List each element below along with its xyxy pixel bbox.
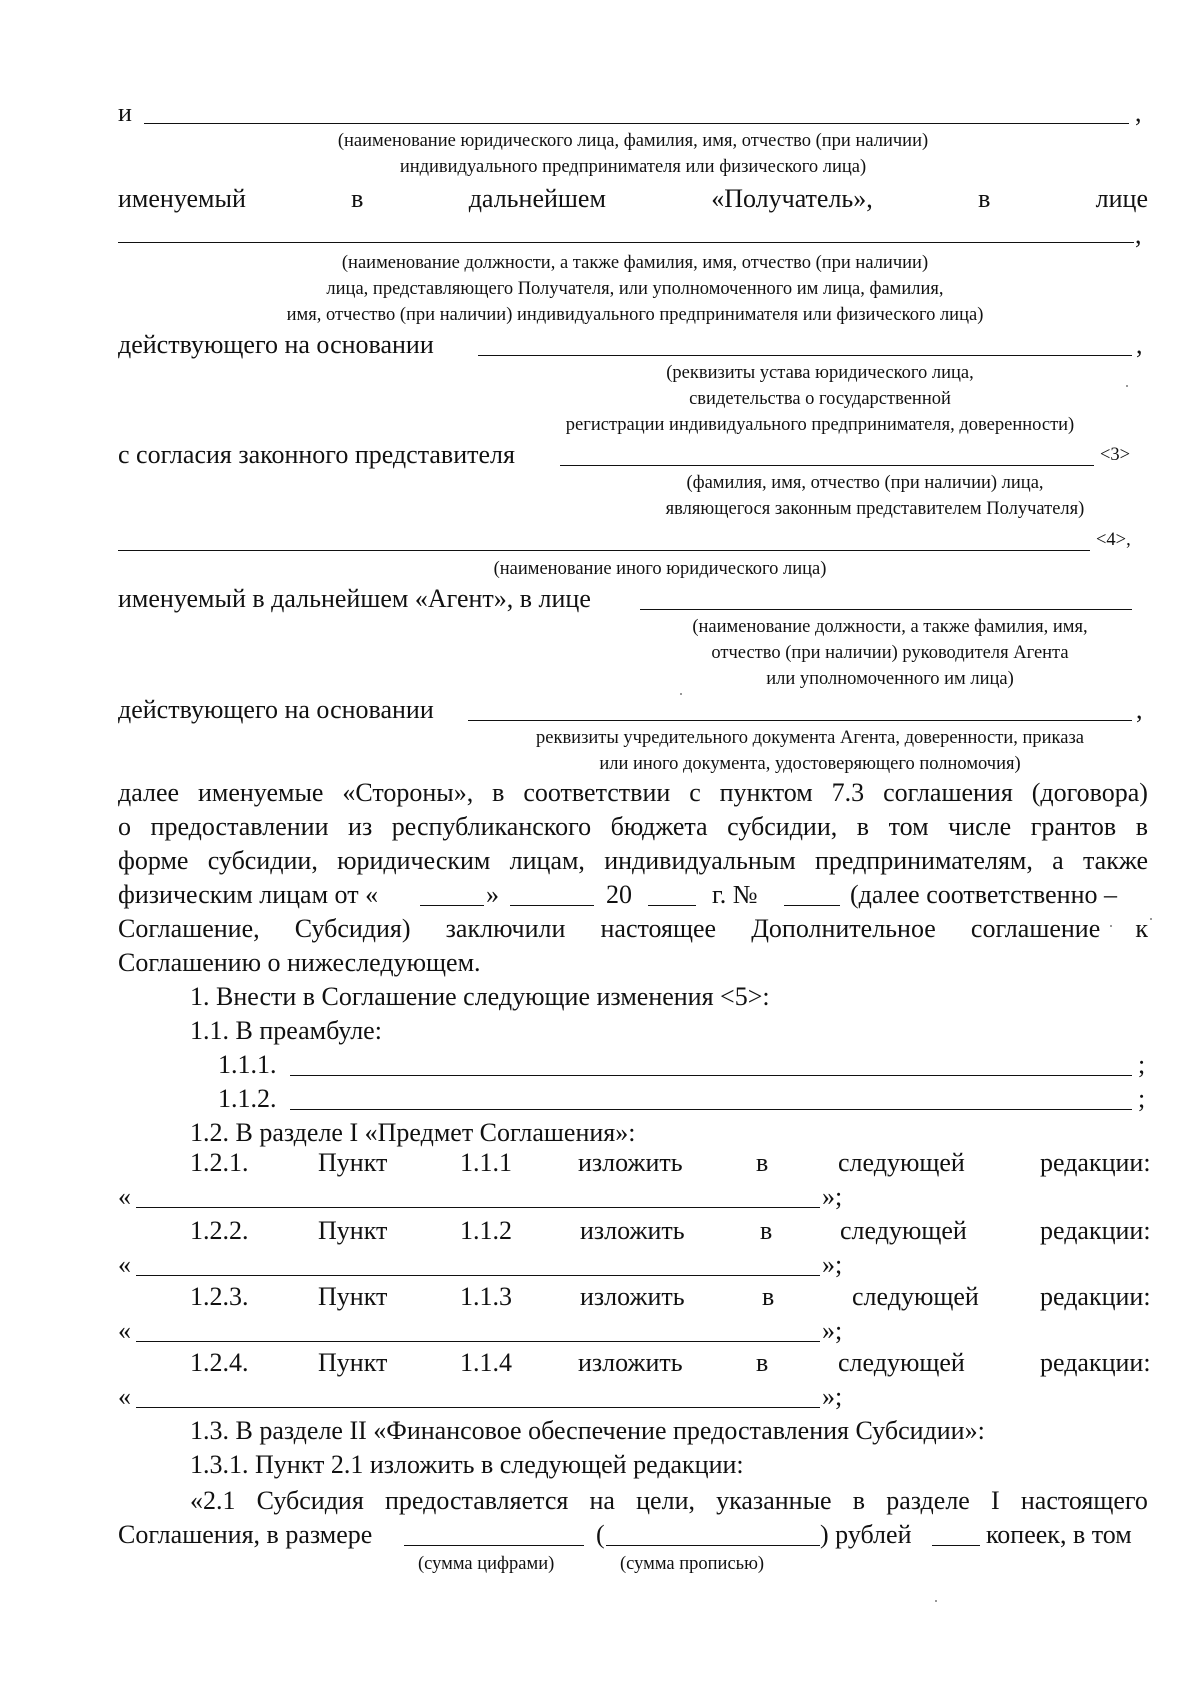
word: изложить: [578, 1148, 683, 1177]
kopeks-label: копеек, в том: [986, 1520, 1132, 1549]
item-number: 1.2.3.: [190, 1282, 249, 1311]
item-ref: 1.1.4: [460, 1348, 512, 1377]
basis-field[interactable]: [478, 355, 1132, 356]
word: к: [1135, 914, 1148, 943]
word: I: [991, 1486, 1000, 1515]
close-quote: »;: [822, 1250, 843, 1279]
agent-basis-field[interactable]: [468, 720, 1132, 721]
word: в: [762, 1282, 775, 1311]
word: в: [492, 778, 505, 807]
word: Субсидия): [294, 914, 411, 943]
word: в: [1135, 812, 1148, 841]
word: предпринимателям,: [814, 846, 1033, 875]
word: указанные: [716, 1486, 832, 1515]
word: из: [348, 812, 373, 841]
day-field[interactable]: [420, 905, 484, 906]
comma: ,: [1136, 330, 1143, 359]
caption: (сумма цифрами): [418, 1554, 555, 1574]
word: субсидии,: [727, 812, 838, 841]
item-number: 1.2.2.: [190, 1216, 249, 1245]
caption: свидетельства о государственной: [689, 389, 951, 409]
rubles-label: ) рублей: [820, 1520, 912, 1549]
caption: реквизиты учредительного документа Агента, доверенности, приказа: [536, 728, 1084, 748]
preamble-change-field[interactable]: [290, 1075, 1132, 1076]
word: в: [756, 1148, 769, 1177]
basis-label: действующего на основании: [118, 330, 434, 359]
agent-named-label: именуемый в дальнейшем «Агент», в лице: [118, 584, 591, 613]
word: индивидуальным: [604, 846, 796, 875]
word: именуемый: [118, 184, 246, 213]
word: в: [852, 1486, 866, 1515]
preamble-line: [118, 780, 1148, 806]
word: 7.3: [831, 778, 865, 807]
scan-speck: [1150, 918, 1152, 920]
caption: или иного документа, удостоверяющего полномочия): [599, 754, 1021, 774]
word: Субсидия: [256, 1486, 364, 1515]
new-wording-field[interactable]: [136, 1407, 820, 1408]
caption: или уполномоченного им лица): [766, 669, 1014, 689]
comma: ,: [1135, 98, 1142, 127]
open-quote: «: [118, 1250, 131, 1279]
item-number: 1.2.1.: [190, 1148, 249, 1177]
footnote-ref: <4>,: [1096, 530, 1131, 550]
caption: (реквизиты устава юридического лица,: [666, 363, 974, 383]
word: Пункт: [318, 1216, 388, 1245]
caption: индивидуального предпринимателя или физического лица): [399, 157, 867, 177]
word: в: [978, 184, 991, 213]
word: также: [1082, 846, 1148, 875]
word: Дополнительное: [751, 914, 936, 943]
word: настоящего: [1020, 1486, 1148, 1515]
word: (договора): [1031, 778, 1148, 807]
preamble-line: Соглашению о нижеследующем.: [118, 948, 481, 977]
word: о: [118, 812, 131, 841]
word: в: [856, 812, 870, 841]
word: разделе: [886, 1486, 970, 1515]
word: в: [351, 184, 364, 213]
preamble-line: [118, 848, 1148, 874]
close-quote: »;: [822, 1382, 843, 1411]
prefix-i: и: [118, 98, 132, 127]
word: бюджета: [610, 812, 708, 841]
word: лице: [1095, 184, 1148, 213]
clause-1-3-1: 1.3.1. Пункт 2.1 изложить в следующей редакции:: [190, 1450, 744, 1479]
word: редакции:: [1040, 1148, 1151, 1177]
scan-speck: [680, 693, 682, 695]
preamble-text: (далее соответственно –: [850, 880, 1118, 909]
word: изложить: [580, 1216, 685, 1245]
semicolon: ;: [1138, 1050, 1146, 1079]
comma: ,: [1135, 220, 1142, 249]
word: «Получатель»,: [711, 184, 873, 213]
caption: являющегося законным представителем Получателя): [665, 499, 1085, 519]
caption: (наименование юридического лица, фамилия, имя, отчество (при наличии): [337, 131, 929, 151]
caption: регистрации индивидуального предпринимателя, доверенности): [565, 415, 1075, 435]
word: Пункт: [318, 1282, 388, 1311]
clause-1-2: 1.2. В разделе I «Предмет Соглашения»:: [190, 1118, 636, 1147]
semicolon: ;: [1138, 1084, 1146, 1113]
close-quote: »;: [822, 1316, 843, 1345]
party-name-field[interactable]: [144, 123, 1129, 124]
word: Пункт: [318, 1348, 388, 1377]
word: с: [689, 778, 701, 807]
word: грантов: [1030, 812, 1117, 841]
named-line: [118, 186, 1148, 212]
word: а: [1052, 846, 1064, 875]
clause-2-1-line: [190, 1488, 1148, 1514]
kopeks-field[interactable]: [932, 1545, 980, 1546]
item-ref: 1.1.2: [460, 1216, 512, 1245]
word: изложить: [578, 1348, 683, 1377]
word: лицам,: [509, 846, 585, 875]
word: соответствии: [523, 778, 671, 807]
word: Соглашение,: [118, 914, 260, 943]
word: изложить: [580, 1282, 685, 1311]
word: предоставлении: [150, 812, 329, 841]
word: юридическим: [337, 846, 491, 875]
clause-1-1-2: 1.1.2.: [218, 1084, 277, 1113]
word: соглашение: [970, 914, 1101, 943]
clause-1-1: 1.1. В преамбуле:: [190, 1016, 382, 1045]
word: следующей: [838, 1148, 965, 1177]
scan-speck: [1126, 385, 1128, 387]
caption: (наименование иного юридического лица): [493, 559, 827, 579]
scan-speck: [935, 1600, 937, 1602]
footnote-ref: <3>: [1100, 445, 1131, 465]
word: предоставляется: [384, 1486, 569, 1515]
preamble-change-field[interactable]: [290, 1109, 1132, 1110]
preamble-line: [118, 916, 1148, 942]
word: республиканского: [391, 812, 592, 841]
new-wording-field[interactable]: [136, 1275, 820, 1276]
amount-words-field[interactable]: [606, 1545, 820, 1546]
word: именуемые: [197, 778, 324, 807]
caption: (наименование должности, а также фамилия, имя, отчество (при наличии): [341, 253, 929, 273]
new-wording-field[interactable]: [136, 1341, 820, 1342]
word: далее: [118, 778, 180, 807]
item-number: 1.2.4.: [190, 1348, 249, 1377]
open-quote: «: [118, 1182, 131, 1211]
month-field[interactable]: [510, 905, 594, 906]
year-field[interactable]: [648, 905, 696, 906]
word: редакции:: [1040, 1282, 1151, 1311]
scan-speck: [1110, 925, 1112, 927]
word: форме: [118, 846, 189, 875]
word: редакции:: [1040, 1348, 1151, 1377]
agent-rep-field[interactable]: [640, 609, 1132, 610]
word: редакции:: [1040, 1216, 1151, 1245]
comma: ,: [1136, 695, 1143, 724]
word: цели,: [636, 1486, 695, 1515]
word: дальнейшем: [468, 184, 606, 213]
number-field[interactable]: [784, 905, 840, 906]
word: следующей: [838, 1348, 965, 1377]
clause-1: 1. Внести в Соглашение следующие изменения <5>:: [190, 982, 770, 1011]
preamble-line: [118, 814, 1148, 840]
word: на: [589, 1486, 615, 1515]
paren-open: (: [596, 1520, 605, 1549]
word: соглашения: [883, 778, 1013, 807]
basis-label: действующего на основании: [118, 695, 434, 724]
agent-name-field[interactable]: [118, 550, 1090, 551]
close-quote: »: [486, 880, 499, 909]
number-label: г. №: [712, 880, 758, 909]
year-prefix: 20: [606, 880, 632, 909]
word: субсидии,: [207, 846, 318, 875]
word: числе: [948, 812, 1012, 841]
word: следующей: [852, 1282, 979, 1311]
preamble-date-prefix: физическим лицам от «: [118, 880, 379, 909]
clause-1-1-1: 1.1.1.: [218, 1050, 277, 1079]
clause-1-3: 1.3. В разделе II «Финансовое обеспечение предоставления Субсидии»:: [190, 1416, 985, 1445]
consent-label: с согласия законного представителя: [118, 440, 515, 469]
word: настоящее: [600, 914, 717, 943]
open-quote: «: [118, 1316, 131, 1345]
word: пунктом: [719, 778, 813, 807]
word: в: [756, 1348, 769, 1377]
caption: (сумма прописью): [620, 1554, 765, 1574]
consent-field[interactable]: [560, 465, 1094, 466]
amount-digits-field[interactable]: [404, 1545, 584, 1546]
word: следующей: [840, 1216, 967, 1245]
word: в: [760, 1216, 773, 1245]
caption: имя, отчество (при наличии) индивидуального предпринимателя или физического лица): [286, 305, 984, 325]
item-ref: 1.1.3: [460, 1282, 512, 1311]
amount-label: Соглашения, в размере: [118, 1520, 373, 1549]
representative-field[interactable]: [118, 242, 1134, 243]
word: заключили: [445, 914, 566, 943]
caption: лица, представляющего Получателя, или уполномоченного им лица, фамилия,: [326, 279, 944, 299]
caption: (фамилия, имя, отчество (при наличии) лица,: [686, 473, 1044, 493]
caption: (наименование должности, а также фамилия, имя,: [692, 617, 1088, 637]
word: Пункт: [318, 1148, 388, 1177]
open-quote: «: [118, 1382, 131, 1411]
caption: отчество (при наличии) руководителя Агента: [711, 643, 1069, 663]
close-quote: »;: [822, 1182, 843, 1211]
word: том: [888, 812, 929, 841]
word: «2.1: [190, 1486, 236, 1515]
item-ref: 1.1.1: [460, 1148, 512, 1177]
word: «Стороны»,: [342, 778, 474, 807]
new-wording-field[interactable]: [136, 1207, 820, 1208]
